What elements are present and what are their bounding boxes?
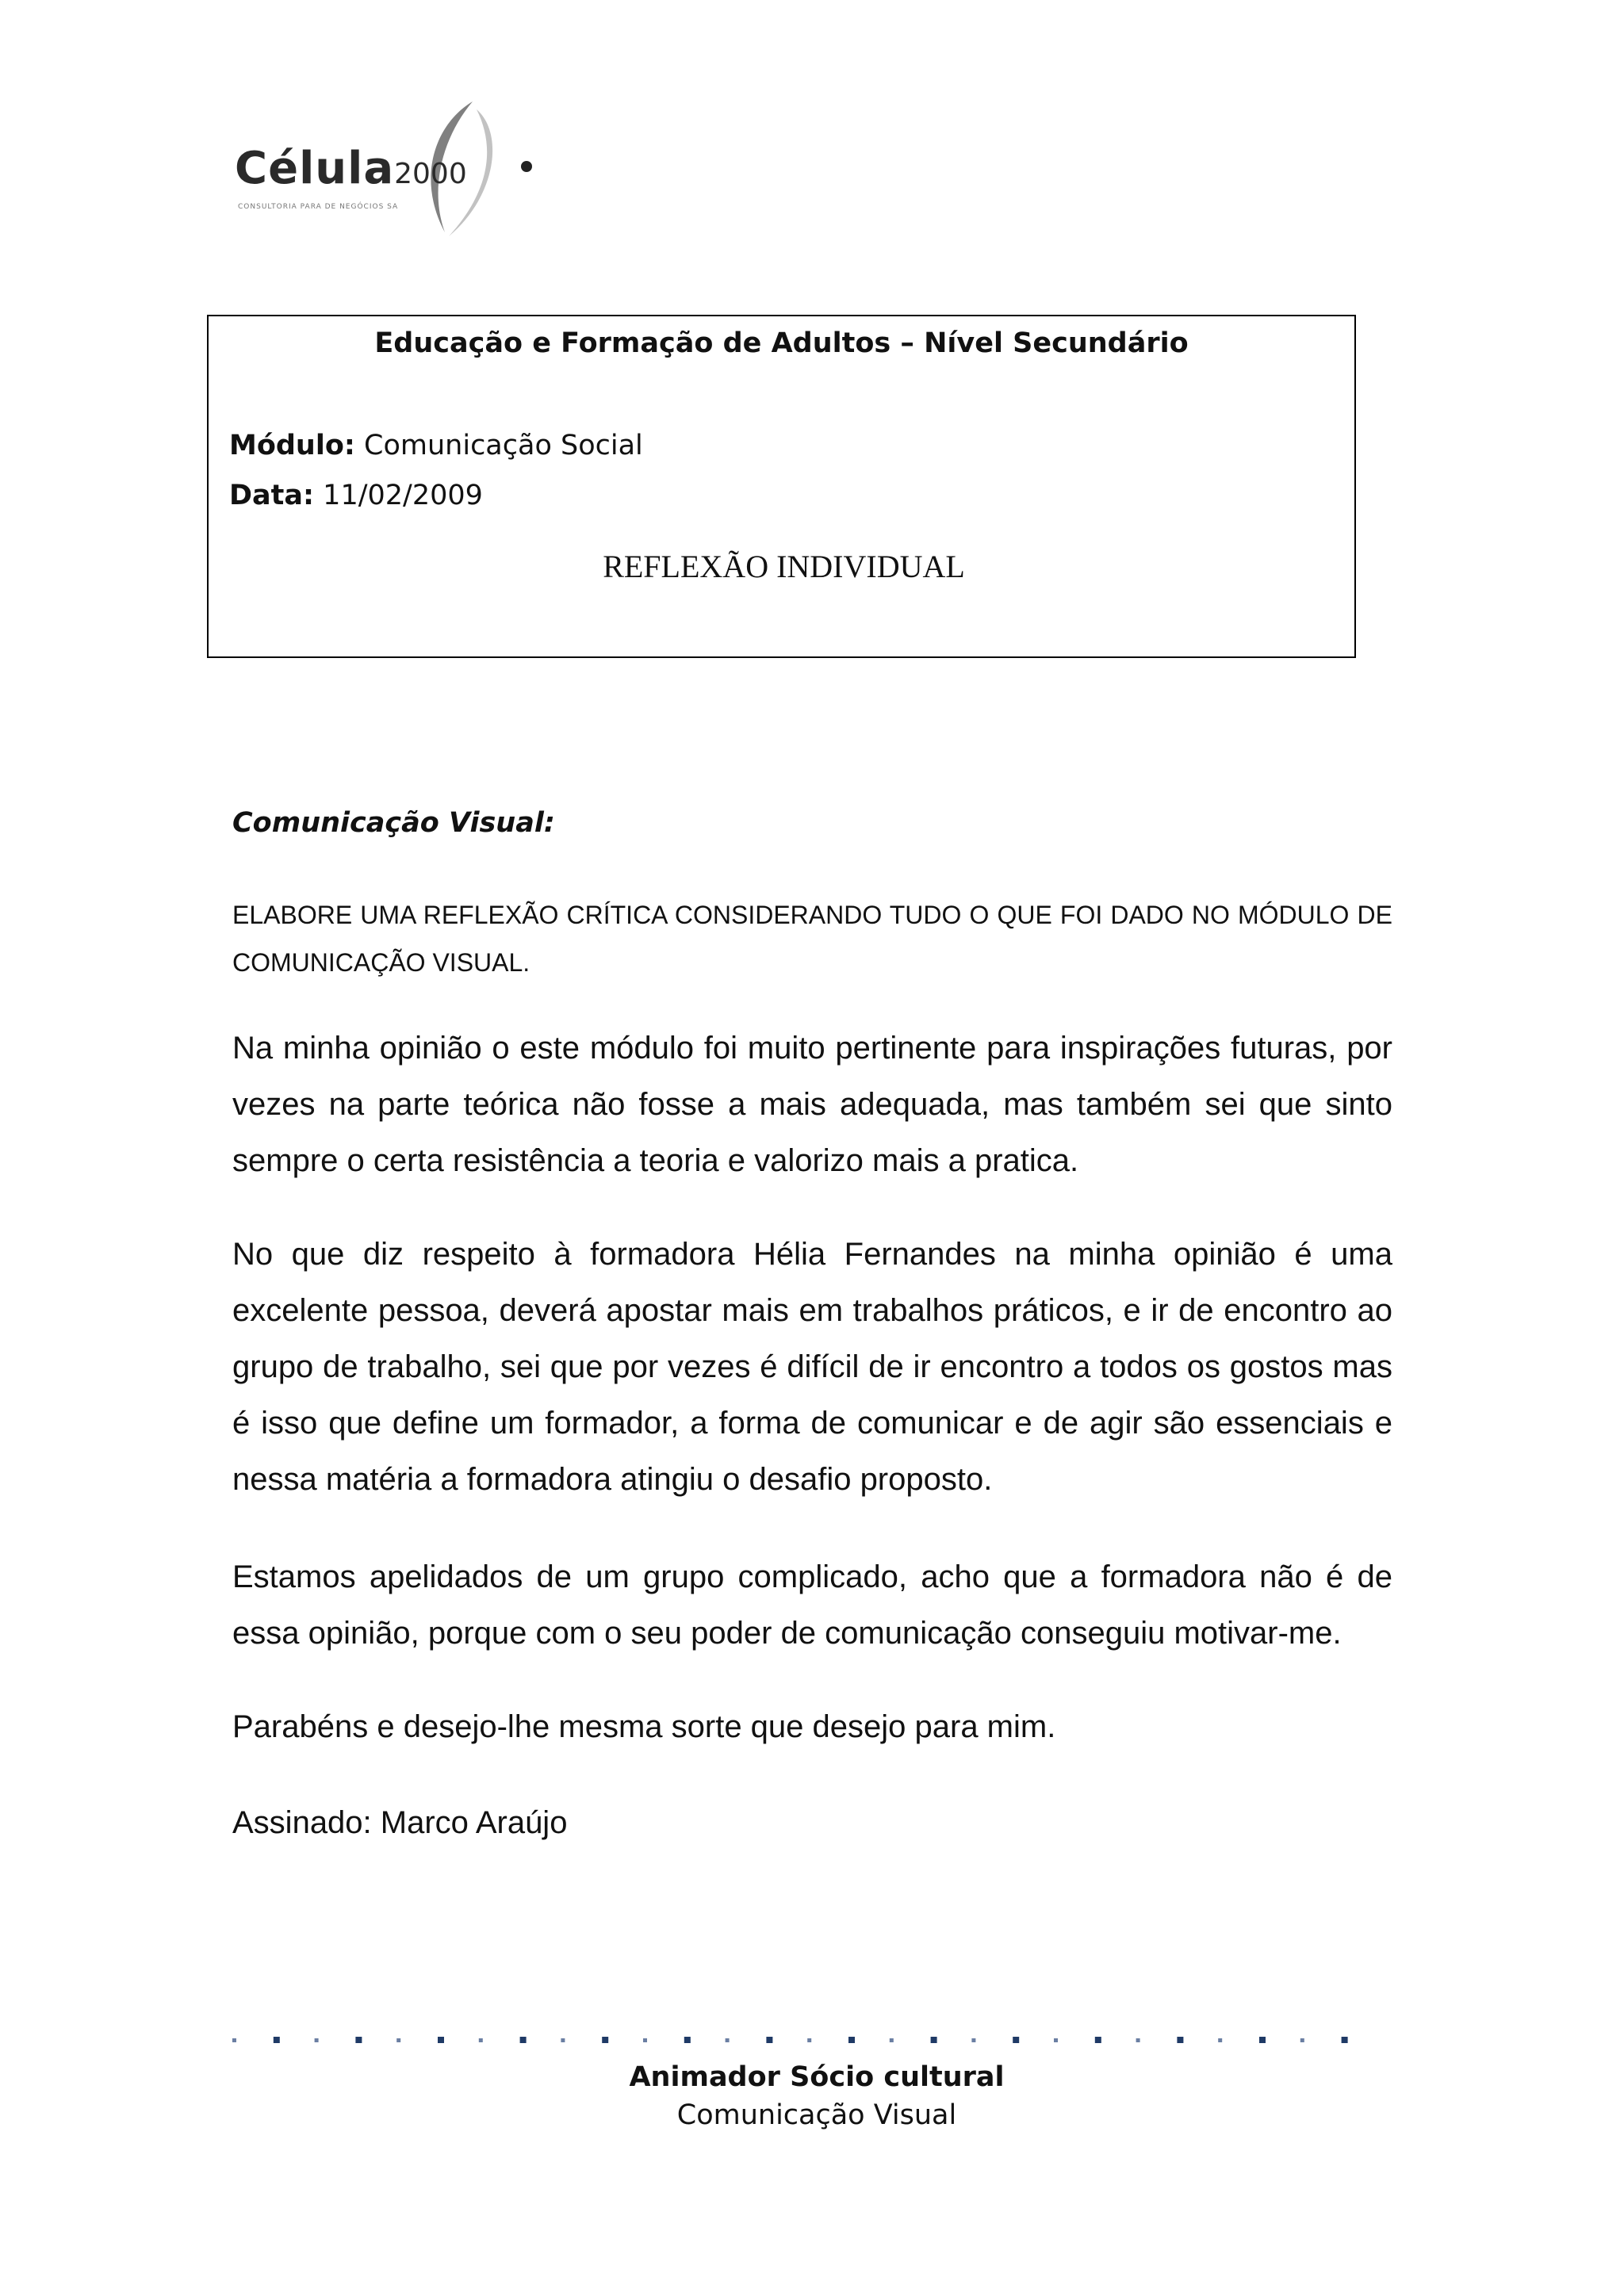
divider-dot: [561, 2038, 565, 2042]
data-line: [229, 480, 483, 511]
logo-year: 2000: [394, 158, 467, 190]
divider-dot: [766, 2037, 772, 2043]
header-box: [207, 315, 1356, 658]
modulo-value: Comunicação Social: [364, 430, 643, 461]
divider-dot: [1013, 2037, 1019, 2043]
divider-dot: [643, 2038, 647, 2042]
section-title: Comunicação Visual:: [232, 807, 555, 839]
modulo-label: Módulo:: [229, 430, 355, 461]
divider-dot: [684, 2037, 691, 2043]
divider-dot: [848, 2037, 855, 2043]
divider-dot: [396, 2038, 400, 2042]
signature-line: Assinado: Marco Araújo: [232, 1805, 568, 1840]
dotted-divider: [232, 2036, 1382, 2044]
divider-dot: [1095, 2037, 1101, 2043]
company-logo: [235, 94, 536, 244]
paragraph-4: Parabéns e desejo-lhe mesma sorte que desejo para mim.: [232, 1709, 1056, 1744]
divider-dot: [602, 2037, 608, 2043]
divider-dot: [355, 2037, 362, 2043]
divider-dot: [1259, 2037, 1266, 2043]
divider-dot: [438, 2037, 444, 2043]
divider-dot: [1342, 2037, 1348, 2043]
logo-brand: Célula: [235, 143, 395, 194]
instruction-text: ELABORE UMA REFLEXÃO CRÍTICA CONSIDERANDO TUDO O QUE FOI DADO NO MÓDULO DE COMUNICAÇÃO VISUAL.: [232, 901, 1392, 977]
divider-dot: [1218, 2038, 1222, 2042]
divider-dot: [274, 2037, 280, 2043]
paragraph-1: Na minha opinião o este módulo foi muito pertinente para inspirações futuras, por vezes na parte teórica não fosse a mais adequada, mas também sei que sinto sempre o certa resistência a teoria e valorizo mais a pratica.: [232, 1031, 1392, 1178]
logo-wordmark: [235, 143, 467, 194]
divider-dot: [1177, 2037, 1183, 2043]
divider-dot: [232, 2038, 236, 2042]
divider-dot: [1054, 2038, 1058, 2042]
divider-dot: [890, 2038, 894, 2042]
footer-subtitle: Comunicação Visual: [676, 2099, 957, 2131]
logo-tagline: CONSULTORIA PARA DE NEGÓCIOS SA: [238, 203, 399, 211]
data-value: 11/02/2009: [323, 480, 483, 511]
divider-dot: [726, 2038, 730, 2042]
course-title: Educação e Formação de Adultos – Nível Secundário: [374, 327, 1189, 359]
data-label: Data:: [229, 480, 315, 511]
divider-dot: [479, 2038, 483, 2042]
paragraph-3: Estamos apelidados de um grupo complicado, acho que a formadora não é de essa opinião, porque com o seu poder de comunicação conseguiu motivar-me.: [232, 1559, 1392, 1651]
divider-dot: [1300, 2038, 1304, 2042]
document-heading: REFLEXÃO INDIVIDUAL: [603, 549, 965, 584]
divider-dot: [807, 2038, 811, 2042]
footer-title: Animador Sócio cultural: [629, 2061, 1005, 2093]
divider-dot: [971, 2038, 975, 2042]
divider-dot: [1136, 2038, 1140, 2042]
footer: [0, 2058, 1624, 2134]
modulo-line: [229, 430, 643, 461]
divider-dot: [931, 2037, 937, 2043]
paragraph-2: No que diz respeito à formadora Hélia Fernandes na minha opinião é uma excelente pessoa, deverá apostar mais em trabalhos práticos, e ir de encontro ao grupo de trabalho, sei que por vezes é difícil de ir encontro a todos os gostos mas é isso que define um formador, a forma de comunicar e de agir são essenciais e nessa matéria a formadora atingiu o desafio proposto.: [232, 1237, 1392, 1497]
divider-dot: [315, 2038, 319, 2042]
divider-dot: [520, 2037, 527, 2043]
